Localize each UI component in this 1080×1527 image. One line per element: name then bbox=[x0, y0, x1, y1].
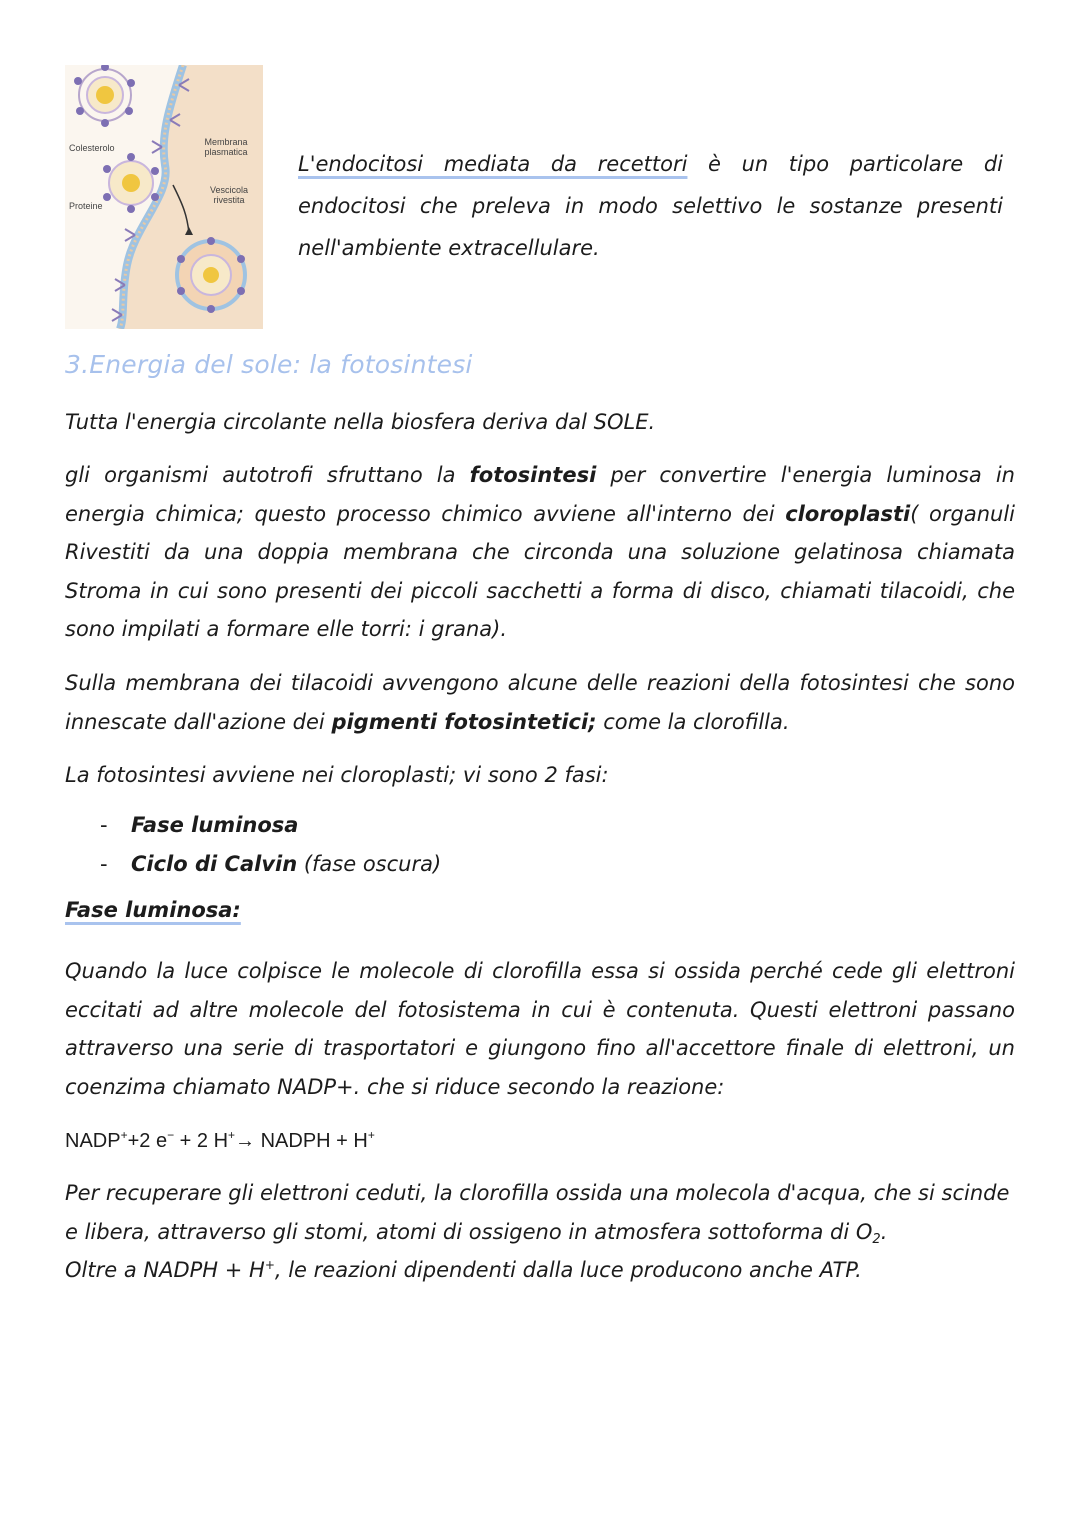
term-fotosintesi: fotosintesi bbox=[469, 463, 597, 487]
p2-text-g: in cui sono presenti dei piccoli sacchetti a forma di disco, chiamati bbox=[141, 578, 880, 603]
label-membrana: Membrana plasmatica bbox=[204, 137, 248, 157]
endocytosis-figure bbox=[65, 65, 263, 329]
label-proteine: Proteine bbox=[69, 201, 103, 211]
paragraph-fasi: La fotosintesi avviene nei cloroplasti; vi sono 2 fasi: bbox=[65, 763, 609, 787]
list-item bbox=[100, 806, 441, 845]
p2-text-a: gli organismi autotrofi sfruttano la bbox=[65, 463, 470, 487]
term-grana: grana bbox=[431, 617, 493, 641]
label-vescicola: Vescicola rivestita bbox=[209, 185, 249, 205]
intro-paragraph bbox=[298, 143, 1003, 269]
term-tilacoidi: tilacoidi bbox=[879, 578, 962, 603]
endocytosis-illustration bbox=[65, 65, 263, 329]
eq-part: → NADPH + H bbox=[235, 1130, 368, 1152]
p2-text-e: ( organuli Rivestiti da una doppia membrana che circonda una soluzione gelatinosa chiamata bbox=[65, 501, 1015, 564]
p2-text-i: , che sono impilati a formare elle torri: i bbox=[65, 578, 1015, 641]
paragraph-autotrofi bbox=[65, 456, 1015, 649]
eq-part: + 2 H bbox=[174, 1130, 229, 1152]
p6-sub: 2 bbox=[872, 1231, 881, 1247]
paragraph-acqua bbox=[65, 1174, 1015, 1290]
paragraph-tilacoidi bbox=[65, 664, 1015, 741]
phases-list bbox=[100, 806, 441, 884]
eq-sup: − bbox=[167, 1128, 175, 1142]
phase-2-label: Ciclo di Calvin bbox=[131, 852, 298, 876]
term-stroma: Stroma bbox=[65, 578, 142, 603]
section-title: 3.Energia del sole: la fotosintesi bbox=[65, 350, 473, 379]
term-pigmenti: pigmenti fotosintetici; bbox=[331, 709, 597, 734]
p6-text-c: Oltre a NADPH + H bbox=[65, 1258, 265, 1282]
eq-sup: + bbox=[367, 1128, 375, 1142]
p6-sup: + bbox=[264, 1258, 275, 1272]
eq-sup: + bbox=[228, 1128, 236, 1142]
list-item bbox=[100, 845, 441, 884]
p6-text-b: . bbox=[880, 1219, 888, 1244]
paragraph-luce: Quando la luce colpisce le molecole di clorofilla essa si ossida perché cede gli elettroni eccitati ad altre molecole del fotosistema in cui è contenuta. Questi elettroni passano attraverso una serie di trasportatori e giungono fino all'accettore finale di elettroni, un coenzima chiamato NADP+. che si riduce secondo la reazione: bbox=[65, 959, 1015, 1099]
label-membrana-box bbox=[191, 137, 261, 167]
subheading-fase-luminosa: Fase luminosa: bbox=[65, 898, 241, 922]
paragraph-sole: Tutta l'energia circolante nella biosfera deriva dal SOLE. bbox=[65, 410, 656, 434]
eq-sup: + bbox=[120, 1128, 128, 1142]
p6-text-d: , le reazioni dipendenti dalla luce producono anche ATP. bbox=[274, 1258, 862, 1282]
intro-term: L'endocitosi mediata da recettori bbox=[298, 152, 688, 176]
p2-text-k: ). bbox=[492, 617, 508, 641]
intro-rest: è un tipo particolare di endocitosi che preleva in modo selettivo le sostanze presenti nell'ambiente extracellulare. bbox=[298, 152, 1003, 260]
term-cloroplasti: cloroplasti bbox=[785, 501, 911, 526]
coated-vesicle bbox=[177, 237, 245, 313]
phase-1-label: Fase luminosa bbox=[131, 813, 299, 837]
p2-text-c: per convertire l'energia luminosa in energia chimica; questo processo chimico avviene all'interno dei bbox=[65, 463, 1015, 526]
eq-part: +2 e bbox=[127, 1130, 168, 1152]
reaction-equation bbox=[65, 1124, 375, 1158]
label-vescicola-box bbox=[201, 185, 257, 215]
p3-text-c: come la clorofilla. bbox=[596, 709, 790, 734]
label-colesterolo: Colesterolo bbox=[69, 143, 115, 153]
eq-part: NADP bbox=[65, 1130, 121, 1152]
p6-text-a: Per recuperare gli elettroni ceduti, la clorofilla ossida una molecola d'acqua, che si scinde e libera, attraverso gli stomi, atomi di ossigeno in atmosfera sottoforma di O bbox=[65, 1181, 1010, 1244]
p3-text-a: Sulla membrana dei tilacoidi avvengono alcune delle reazioni della fotosintesi che sono innescate dall'azione dei bbox=[65, 671, 1015, 734]
phase-2-rest: (fase oscura) bbox=[297, 852, 442, 876]
